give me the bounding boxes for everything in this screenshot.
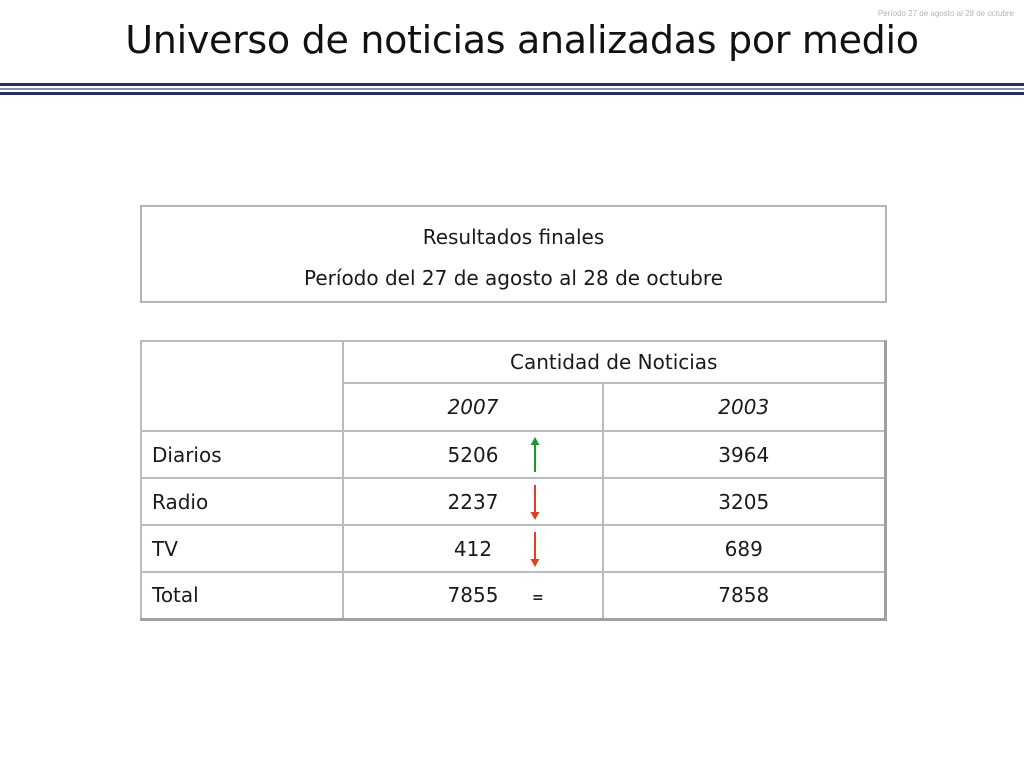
value-2007-cell — [343, 478, 603, 525]
equal-sign-icon: = — [532, 590, 544, 607]
slide-title: Universo de noticias analizadas por medio — [125, 18, 919, 62]
value-2003: 3205 — [603, 478, 885, 525]
table-row — [141, 431, 885, 478]
rule-gray-1 — [0, 88, 1024, 90]
row-label: Radio — [141, 478, 343, 525]
table-row — [141, 525, 885, 572]
group-header: Cantidad de Noticias — [343, 341, 885, 383]
header-note: Período 27 de agosto al 28 de octubre — [877, 9, 1014, 18]
results-period: Período del 27 de agosto al 28 de octubre — [304, 266, 723, 290]
value-2003: 689 — [603, 525, 885, 572]
table-row — [141, 572, 885, 619]
value-2007-cell — [343, 572, 603, 619]
table-row — [141, 478, 885, 525]
title-rules — [0, 83, 1024, 97]
results-box — [140, 205, 887, 303]
value-2007: 2237 — [447, 489, 499, 514]
value-2007: 7855 — [447, 583, 499, 608]
value-2003: 3964 — [603, 431, 885, 478]
rule-navy-2 — [0, 92, 1024, 95]
up-arrow-icon — [529, 437, 541, 473]
row-label: Total — [141, 572, 343, 619]
down-arrow-icon — [529, 484, 541, 520]
row-label: Diarios — [141, 431, 343, 478]
news-count-table — [140, 340, 887, 621]
empty-header-cell — [141, 341, 343, 431]
value-2007-cell — [343, 525, 603, 572]
down-arrow-icon — [529, 531, 541, 567]
year-2003-header: 2003 — [603, 383, 885, 431]
value-2007: 412 — [453, 536, 493, 561]
results-title: Resultados finales — [422, 225, 605, 249]
value-2007: 5206 — [447, 442, 499, 467]
value-2003: 7858 — [603, 572, 885, 619]
table-header-row — [141, 341, 885, 383]
year-2007-header: 2007 — [343, 383, 603, 431]
rule-navy-1 — [0, 83, 1024, 86]
value-2007-cell — [343, 431, 603, 478]
row-label: TV — [141, 525, 343, 572]
